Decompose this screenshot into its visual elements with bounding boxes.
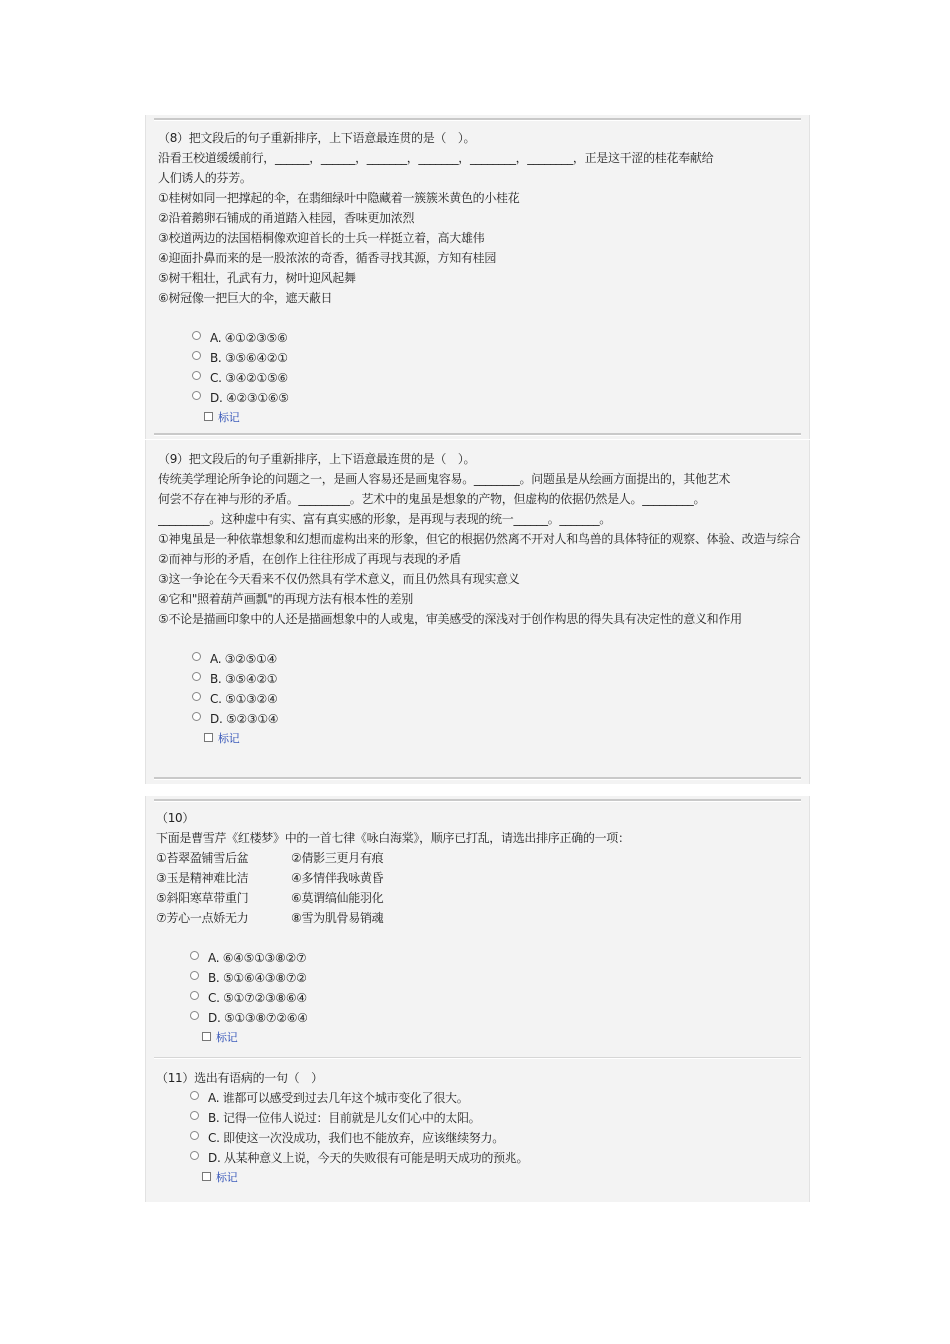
sentence-item: ⑥树冠像一把巨大的伞，遮天蔽日: [158, 291, 333, 305]
question-panel-10-11: [145, 796, 810, 1202]
question-title: （8）把文段后的句子重新排序，上下语意最连贯的是（ ）。: [158, 131, 476, 145]
option-b[interactable]: [156, 1108, 803, 1128]
option-a[interactable]: [158, 328, 803, 348]
option-label: A. ③②⑤①④: [210, 652, 278, 666]
radio-button[interactable]: [192, 672, 201, 681]
question-title: （11）选出有语病的一句（ ）: [156, 1071, 323, 1085]
sentence-item: ④迎面扑鼻而来的是一股浓浓的奇香，循香寻找其源，方知有桂园: [158, 251, 497, 265]
radio-button[interactable]: [190, 951, 199, 960]
option-label: C. ⑤①⑦②③⑧⑥④: [208, 991, 307, 1005]
sentence-item: ⑤树干粗壮，孔武有力，树叶迎风起舞: [158, 271, 356, 285]
sentence-item: ③这一争论在今天看来不仅仍然具有学术意义，而且仍然具有现实意义: [158, 572, 520, 586]
radio-button[interactable]: [190, 1011, 199, 1020]
question-panel-8: [145, 115, 810, 439]
poem-row: [156, 888, 803, 908]
option-label: B. 记得一位伟人说过：目前就是儿女们心中的太阳。: [208, 1111, 481, 1125]
mark-checkbox[interactable]: [202, 1032, 211, 1041]
sentence-item: ③校道两边的法国梧桐像欢迎首长的士兵一样挺立着，高大雄伟: [158, 231, 485, 245]
poem-line: ①苔翠盈铺雪后盆: [156, 851, 249, 865]
radio-button[interactable]: [192, 391, 201, 400]
option-label: B. ③⑤⑥④②①: [210, 351, 288, 365]
option-label: C. ③④②①⑤⑥: [210, 371, 288, 385]
option-b[interactable]: [158, 348, 803, 368]
option-c[interactable]: [156, 988, 803, 1008]
radio-button[interactable]: [192, 371, 201, 380]
radio-button[interactable]: [190, 991, 199, 1000]
mark-toggle[interactable]: [158, 729, 803, 749]
question-stem: _________。这种虚中有实、富有真实感的形象，是再现与表现的统一______。_______。: [158, 512, 612, 526]
radio-button[interactable]: [192, 712, 201, 721]
question-title: （10）: [156, 811, 195, 825]
poem-line: ③玉是精神难比洁: [156, 871, 249, 885]
mark-toggle[interactable]: [156, 1168, 803, 1188]
question-stem: 传统美学理论所争论的问题之一，是画人容易还是画鬼容易。________。问题虽是从绘画方面提出的，其他艺术: [158, 472, 731, 486]
radio-button[interactable]: [192, 652, 201, 661]
radio-button[interactable]: [190, 1111, 199, 1120]
question-stem: 下面是曹雪芹《红楼梦》中的一首七律《咏白海棠》，顺序已打乱，请选出排序正确的一项：: [156, 831, 630, 845]
question-title: （9）把文段后的句子重新排序，上下语意最连贯的是（ ）。: [158, 452, 476, 466]
option-a[interactable]: [156, 1088, 803, 1108]
option-d[interactable]: [156, 1148, 803, 1168]
sentence-item: ①神鬼虽是一种依靠想象和幻想而虚构出来的形象，但它的根据仍然离不开对人和鸟兽的具体特征的观察、体验、改造与综合: [158, 532, 801, 546]
option-c[interactable]: [158, 689, 803, 709]
divider: [154, 799, 801, 802]
question-stem: 何尝不存在神与形的矛盾。_________。艺术中的鬼虽是想象的产物，但虚构的依据仍然是人。_________。: [158, 492, 706, 506]
divider: [154, 433, 801, 436]
question-panel-9: [145, 440, 810, 784]
sentence-item: ②沿着鹅卵石铺成的甬道踏入桂园，香味更加浓烈: [158, 211, 415, 225]
mark-link[interactable]: 标记: [218, 411, 240, 424]
option-a[interactable]: [156, 948, 803, 968]
option-label: C. ⑤①③②④: [210, 692, 278, 706]
mark-toggle[interactable]: [156, 1028, 803, 1048]
divider: [154, 777, 801, 780]
poem-line: ⑦芳心一点娇无力: [156, 911, 249, 925]
poem-line: ⑥莫谓缟仙能羽化: [291, 891, 384, 905]
poem-line: ⑤斜阳寒草带重门: [156, 891, 249, 905]
option-b[interactable]: [158, 669, 803, 689]
option-label: D. ⑤②③①④: [210, 712, 279, 726]
option-label: D. 从某种意义上说，今天的失败很有可能是明天成功的预兆。: [208, 1151, 529, 1165]
option-label: A. ④①②③⑤⑥: [210, 331, 288, 345]
mark-link[interactable]: 标记: [216, 1031, 238, 1044]
poem-row: [156, 908, 803, 928]
mark-checkbox[interactable]: [204, 412, 213, 421]
radio-button[interactable]: [192, 351, 201, 360]
option-d[interactable]: [158, 709, 803, 729]
option-label: A. ⑥④⑤①③⑧②⑦: [208, 951, 307, 965]
sentence-item: ⑤不论是描画印象中的人还是描画想象中的人或鬼，审美感受的深浅对于创作构思的得失具有决定性的意义和作用: [158, 612, 742, 626]
radio-button[interactable]: [190, 1131, 199, 1140]
poem-row: [156, 848, 803, 868]
option-label: C. 即使这一次没成功，我们也不能放弃，应该继续努力。: [208, 1131, 504, 1145]
question-stem: 沿看王校道缓缓前行，______，______，_______，_______，________，________，正是这干涩的桂花奉献给: [158, 151, 714, 165]
poem-row: [156, 868, 803, 888]
mark-checkbox[interactable]: [204, 733, 213, 742]
divider: [154, 118, 801, 121]
option-label: B. ⑤①⑥④③⑧⑦②: [208, 971, 307, 985]
radio-button[interactable]: [190, 1091, 199, 1100]
sentence-item: ④它和"照着葫芦画瓢"的再现方法有根本性的差别: [158, 592, 413, 606]
option-c[interactable]: [156, 1128, 803, 1148]
poem-line: ⑧雪为肌骨易销魂: [291, 911, 384, 925]
option-label: B. ③⑤④②①: [210, 672, 278, 686]
radio-button[interactable]: [190, 971, 199, 980]
option-label: D. ⑤①③⑧⑦②⑥④: [208, 1011, 308, 1025]
sentence-item: ②而神与形的矛盾，在创作上往往形成了再现与表现的矛盾: [158, 552, 461, 566]
mark-link[interactable]: 标记: [218, 732, 240, 745]
poem-line: ④多情伴我咏黄昏: [291, 871, 384, 885]
option-b[interactable]: [156, 968, 803, 988]
radio-button[interactable]: [190, 1151, 199, 1160]
option-d[interactable]: [158, 388, 803, 408]
radio-button[interactable]: [192, 692, 201, 701]
option-label: A. 谁都可以感受到过去几年这个城市变化了很大。: [208, 1091, 469, 1105]
option-label: D. ④②③①⑥⑤: [210, 391, 289, 405]
mark-toggle[interactable]: [158, 408, 803, 428]
option-c[interactable]: [158, 368, 803, 388]
option-d[interactable]: [156, 1008, 803, 1028]
question-stem: 人们诱人的芬芳。: [158, 171, 252, 185]
poem-line: ②倩影三更月有痕: [291, 851, 384, 865]
option-a[interactable]: [158, 649, 803, 669]
sentence-item: ①桂树如同一把撑起的伞，在翡细绿叶中隐藏着一簇簇米黄色的小桂花: [158, 191, 520, 205]
mark-checkbox[interactable]: [202, 1172, 211, 1181]
mark-link[interactable]: 标记: [216, 1171, 238, 1184]
divider: [154, 1057, 801, 1059]
radio-button[interactable]: [192, 331, 201, 340]
